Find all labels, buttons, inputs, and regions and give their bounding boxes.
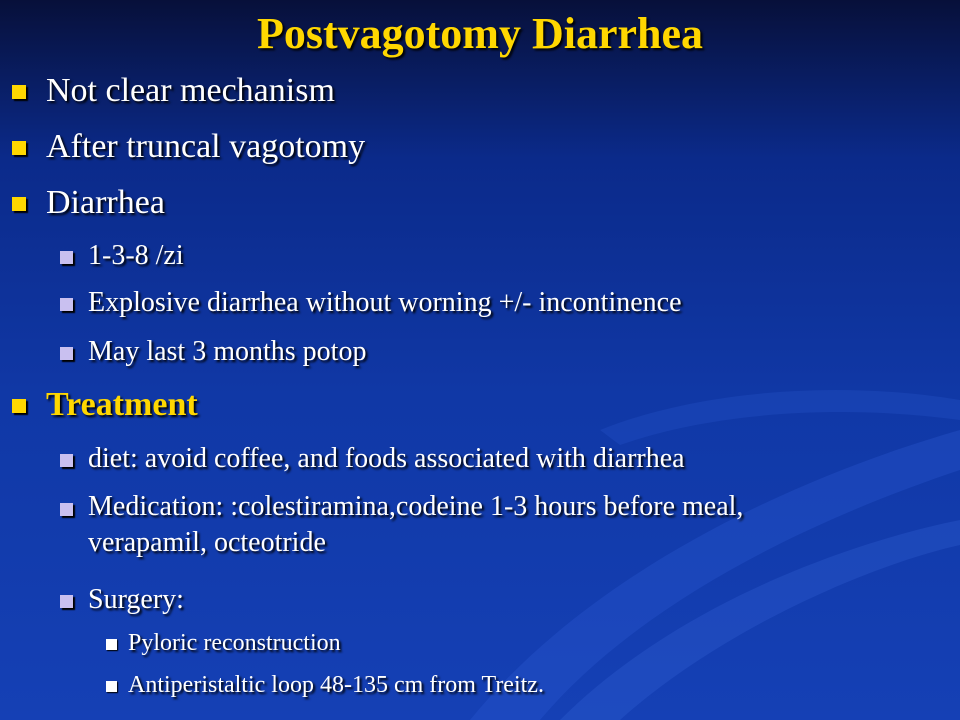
sub-sub-bullet-pyloric-reconstruction <box>106 630 341 657</box>
bullet-text: Explosive diarrhea without worning +/- incontinence <box>88 287 682 318</box>
bullet-after-truncal-vagotomy <box>12 128 365 166</box>
sub-bullet-diet <box>60 443 685 475</box>
bullet-text: After truncal vagotomy <box>46 128 366 165</box>
sub-bullet-duration <box>60 336 366 368</box>
bullet-text: Diarrhea <box>46 184 165 221</box>
bullet-text: Not clear mechanism <box>46 72 335 109</box>
square-bullet-icon <box>60 298 73 311</box>
bullet-text: Treatment <box>46 386 198 423</box>
square-bullet-icon <box>60 347 73 360</box>
bullet-not-clear-mechanism <box>12 72 335 110</box>
sub-bullet-medication <box>60 489 743 561</box>
square-bullet-icon <box>106 639 117 650</box>
square-bullet-icon <box>60 454 73 467</box>
square-bullet-icon <box>12 85 26 99</box>
bullet-text: Antiperistaltic loop 48-135 cm from Treitz. <box>128 672 544 698</box>
bullet-text: diet: avoid coffee, and foods associated with diarrhea <box>88 443 685 474</box>
bullet-text-line-1: Medication: :colestiramina,codeine 1-3 hours before meal, <box>88 491 744 522</box>
bullet-text: Surgery: <box>88 584 184 615</box>
bullet-treatment <box>12 386 198 424</box>
bullet-text: Pyloric reconstruction <box>128 630 341 656</box>
sub-bullet-explosive-diarrhea <box>60 287 682 319</box>
square-bullet-icon <box>106 681 117 692</box>
square-bullet-icon <box>60 251 73 264</box>
bullet-text-line-2: verapamil, octeotride <box>88 527 326 558</box>
square-bullet-icon <box>60 595 73 608</box>
sub-sub-bullet-antiperistaltic-loop <box>106 672 544 699</box>
square-bullet-icon <box>60 503 73 516</box>
bullet-text: 1-3-8 /zi <box>88 240 184 271</box>
sub-bullet-frequency <box>60 240 184 272</box>
bullet-text: May last 3 months potop <box>88 336 367 367</box>
slide-title: Postvagotomy Diarrhea <box>256 9 703 58</box>
bullet-diarrhea <box>12 184 165 222</box>
sub-bullet-surgery <box>60 584 184 616</box>
square-bullet-icon <box>12 141 26 155</box>
square-bullet-icon <box>12 197 26 211</box>
square-bullet-icon <box>12 399 26 413</box>
